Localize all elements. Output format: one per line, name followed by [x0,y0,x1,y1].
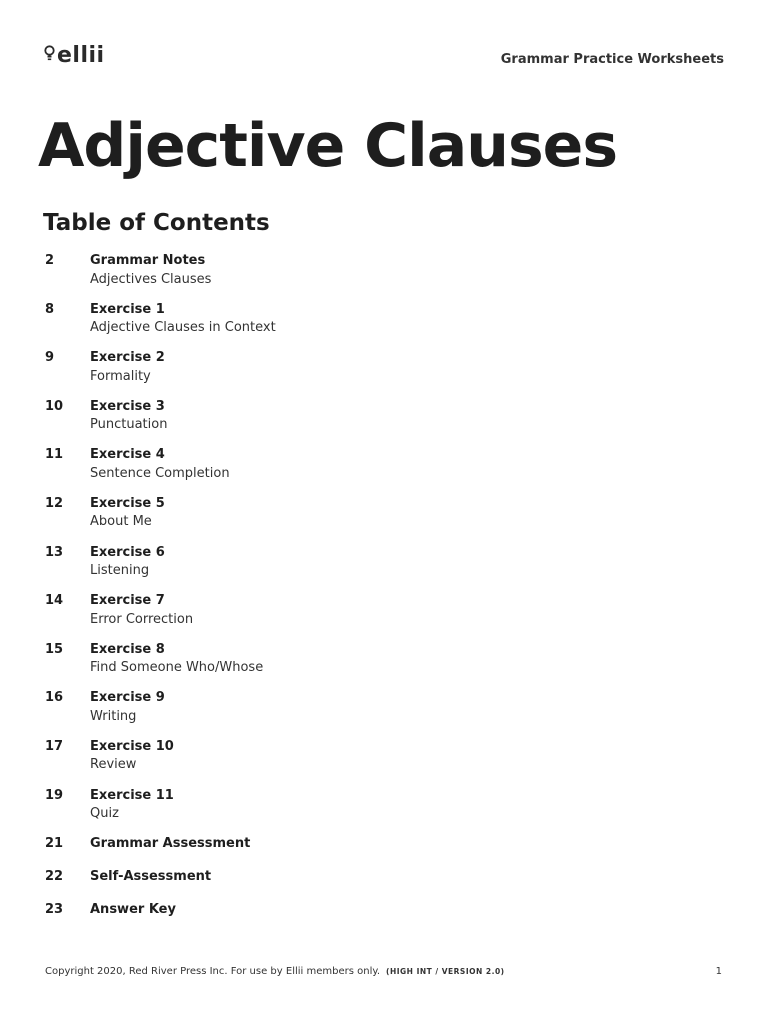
toc-entry [45,835,725,868]
toc-entry-title: Grammar Notes [90,253,206,268]
toc-entry-subtitle: About Me [90,514,152,530]
toc-entry-title: Grammar Assessment [90,836,251,852]
toc-entry-title: Answer Key [90,902,176,918]
toc-entry-subtitle: Find Someone Who/Whose [90,660,264,676]
toc-entry-subtitle: Punctuation [90,417,168,433]
ellii-logo [44,44,105,68]
toc-entry-subtitle: Writing [90,708,137,724]
toc-entry-body [90,835,250,868]
toc-page-number: 10 [45,398,64,414]
toc-page-number: 2 [45,253,55,268]
toc-entry [45,641,725,690]
toc-page-number: 14 [45,593,64,609]
copyright-text: Copyright 2020, Red River Press Inc. For use by Ellii members only. [45,966,381,977]
toc-entry-body [90,495,165,544]
toc-entry-title: Exercise 5 [90,495,165,511]
toc-heading: Table of Contents [43,210,270,236]
toc-page-number: 21 [45,836,64,852]
toc-entry-subtitle: Formality [90,368,151,384]
toc-entry-subtitle: Review [90,757,137,773]
page-title: Adjective Clauses [38,111,618,181]
toc-entry-body [90,787,174,836]
toc-entry-subtitle: Listening [90,563,150,579]
toc-entry-body [90,592,193,641]
toc-page-number: 9 [45,350,55,366]
toc-entry-title: Exercise 11 [90,787,174,803]
toc-entry-body [90,641,263,690]
toc-entry-body [90,868,211,901]
toc-page-number: 17 [45,738,64,754]
lightbulb-icon [44,45,55,67]
toc-entry-title: Exercise 3 [90,398,165,414]
toc-entry [45,868,725,901]
toc-entry-title: Exercise 7 [90,593,165,609]
toc-entry [45,252,725,301]
toc-entry-subtitle: Sentence Completion [90,465,230,481]
toc-entry-title: Exercise 2 [90,350,165,366]
toc-page-number: 15 [45,641,64,657]
toc-entry-subtitle: Error Correction [90,611,194,627]
toc-entry-body [90,398,167,447]
toc-entry [45,301,725,350]
toc-entry [45,592,725,641]
toc-entry-body [90,901,176,934]
toc-page-number: 13 [45,544,64,560]
toc-entry-title: Exercise 9 [90,690,165,706]
toc-entry [45,398,725,447]
toc-entry-body [90,349,165,398]
table-of-contents [45,252,725,934]
version-label: (HIGH INT / VERSION 2.0) [386,967,505,976]
toc-entry [45,495,725,544]
series-title: Grammar Practice Worksheets [500,52,724,67]
toc-entry-title: Self-Assessment [90,869,212,885]
toc-page-number: 22 [45,869,64,885]
toc-page-number: 12 [45,495,64,511]
page-number: 1 [715,966,722,977]
toc-entry-subtitle: Adjective Clauses in Context [90,320,276,336]
toc-entry-body [90,738,174,787]
toc-entry [45,349,725,398]
toc-page-number: 16 [45,690,64,706]
toc-entry-body [90,446,230,495]
logo-text: ellii [57,43,105,68]
toc-entry [45,787,725,836]
toc-entry [45,446,725,495]
toc-entry [45,901,725,934]
toc-page-number: 23 [45,902,64,918]
toc-entry-title: Exercise 10 [90,738,174,754]
toc-entry [45,544,725,593]
toc-entry [45,738,725,787]
toc-entry-title: Exercise 6 [90,544,165,560]
toc-entry-body [90,301,276,350]
toc-page-number: 19 [45,787,64,803]
toc-entry-body [90,689,165,738]
toc-entry-body [90,252,211,301]
toc-entry-title: Exercise 1 [90,301,165,317]
toc-entry-title: Exercise 8 [90,641,165,657]
toc-entry-body [90,544,165,593]
toc-entry [45,689,725,738]
toc-entry-subtitle: Quiz [90,806,119,822]
toc-page-number: 8 [45,301,55,317]
toc-entry-subtitle: Adjectives Clauses [90,271,212,287]
toc-page-number: 11 [45,447,64,463]
footer [45,966,505,977]
toc-entry-title: Exercise 4 [90,447,165,463]
